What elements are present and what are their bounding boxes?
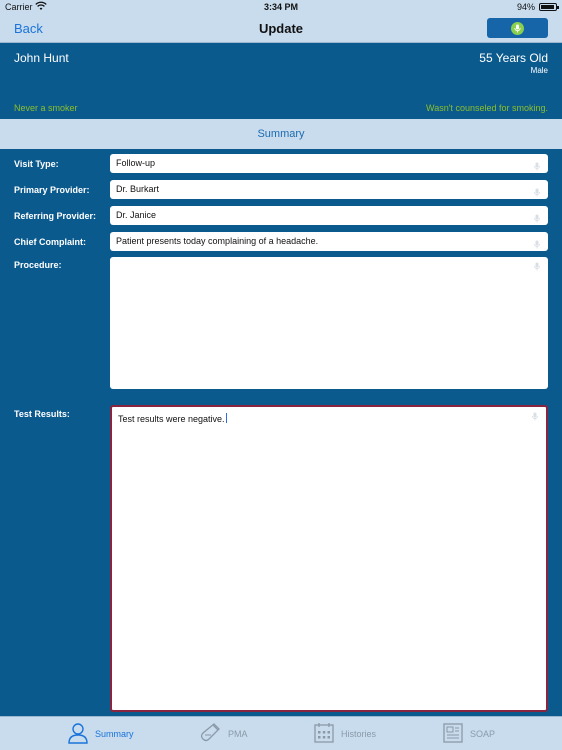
text-cursor [226,413,227,423]
referring-provider-label: Referring Provider: [14,211,97,221]
flask-icon [200,722,222,746]
navigation-bar [0,14,562,43]
patient-header [0,43,562,119]
person-icon [67,722,89,746]
patient-age: 55 Years Old [479,51,548,65]
visit-type-label: Visit Type: [14,159,59,169]
document-icon [442,722,464,746]
microphone-icon[interactable] [534,211,540,230]
section-title: Summary [0,119,562,149]
referring-provider-field[interactable] [110,206,548,225]
test-results-value: Test results were negative. [118,414,225,424]
tab-bar [0,716,562,750]
microphone-icon [511,22,524,35]
status-bar [0,0,562,14]
battery-percentage: 94% [516,2,535,12]
summary-form [0,149,562,716]
back-button[interactable]: Back [14,21,43,36]
dictation-button[interactable] [487,18,548,38]
battery-icon [539,3,557,11]
chief-complaint-label: Chief Complaint: [14,237,86,247]
procedure-field[interactable] [110,257,548,389]
microphone-icon[interactable] [534,185,540,204]
chief-complaint-field[interactable] [110,232,548,251]
smoking-status: Never a smoker [14,103,78,113]
test-results-label: Test Results: [14,409,70,419]
microphone-icon[interactable] [534,237,540,256]
tab-histories-label: Histories [341,729,377,739]
carrier-label: Carrier [5,2,33,12]
tab-pma-label: PMA [228,729,248,739]
microphone-icon[interactable] [534,159,540,178]
test-results-field[interactable] [110,405,548,712]
primary-provider-label: Primary Provider: [14,185,90,195]
microphone-icon[interactable] [532,412,538,423]
tab-summary[interactable] [67,721,134,747]
procedure-label: Procedure: [14,260,62,270]
tab-histories[interactable] [313,721,376,747]
chief-complaint-value: Patient presents today complaining of a headache. [116,236,319,246]
page-title: Update [258,21,304,36]
primary-provider-value: Dr. Burkart [116,184,160,194]
tab-summary-label: Summary [95,729,134,739]
microphone-icon[interactable] [534,262,540,273]
visit-type-field[interactable] [110,154,548,173]
clock-time: 3:34 PM [263,2,298,12]
tab-soap[interactable] [442,721,495,747]
calendar-icon [313,722,335,746]
primary-provider-field[interactable] [110,180,548,199]
visit-type-value: Follow-up [116,158,156,168]
counseling-status: Wasn't counseled for smoking. [426,103,548,113]
referring-provider-value: Dr. Janice [116,210,157,220]
tab-soap-label: SOAP [470,729,496,739]
patient-name: John Hunt [14,51,69,65]
patient-sex: Male [530,66,548,75]
tab-pma[interactable] [200,721,248,747]
